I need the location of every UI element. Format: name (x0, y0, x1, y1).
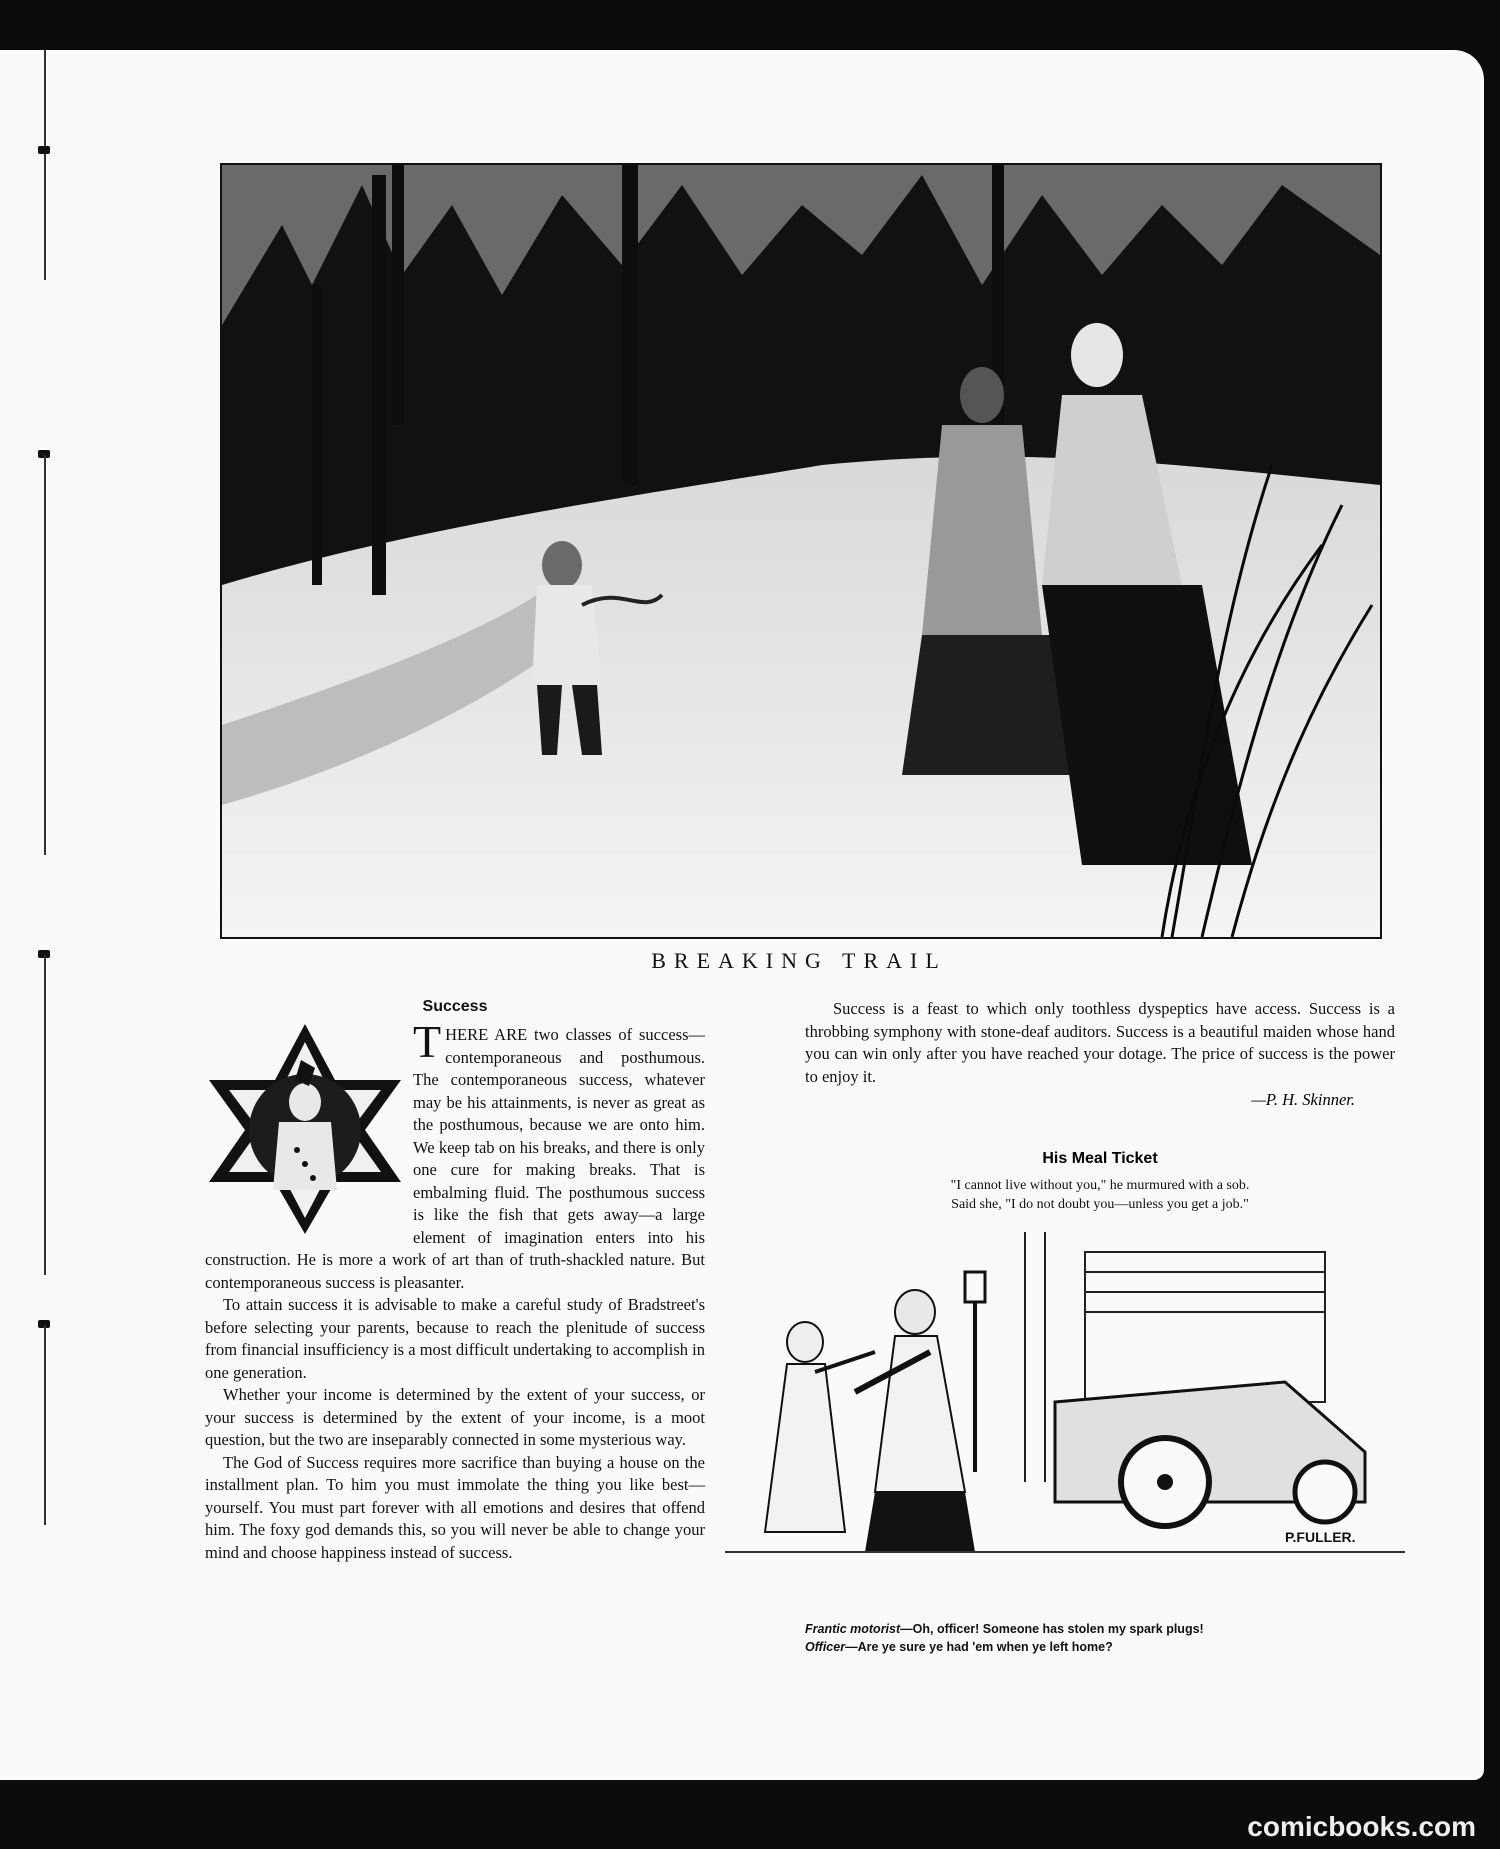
dialog-text: —Are ye sure ye had 'em when ye left home? (845, 1640, 1113, 1654)
meal-ticket-title: His Meal Ticket (1042, 1150, 1158, 1167)
drop-cap: T (413, 1016, 442, 1067)
illustration-caption: BREAKING TRAIL (651, 948, 947, 973)
article-paragraph: HERE ARE two classes of success—contemporaneous and posthumous. The contemporaneous success, whatever may be his attainments, is never as great as the posthumous, because we are onto him. We keep tab on his breaks, and there is only one cure for making breaks. That is embalming fluid. The posthumous success is like the fish that gets away—a large element of imagination enters into his construction. He is more a work of art than of truth-shackled nature. But contemporaneous success is pleasanter. (205, 1025, 705, 1292)
star-emblem-icon (205, 1020, 405, 1238)
article-continuation: Success is a feast to which only toothless dyspeptics have access. Success is a throbbing symphony with stone-deaf auditors. Success is a beautiful maiden whose hand you can win only after you have reached your dotage. The price of success is the power to enjoy it. (805, 999, 1395, 1086)
article-title: Success (422, 998, 488, 1015)
binding-knot (38, 146, 50, 154)
verse-line: "I cannot live without you," he murmured with a sob. (950, 1178, 1250, 1193)
cartoon-signature: P.FULLER. (1285, 1529, 1356, 1545)
article-paragraph: The God of Success requires more sacrifice than buying a house on the installment plan. To him you must immolate the thing you like best—yourself. You must part forever with all emotions and desires that offend him. The foxy god demands this, so you will never be able to change your mind and choose happiness instead of success. (205, 1452, 705, 1562)
site-watermark: comicbooks.com (1247, 1811, 1476, 1842)
motorist-cartoon (725, 1232, 1405, 1592)
article-paragraph: To attain success it is advisable to make a careful study of Bradstreet's before selecting your parents, because to reach the plenitude of success from financial insufficiency is a most difficult undertaking to accomplish in one generation. (205, 1295, 705, 1382)
meal-ticket-verse (805, 1176, 1395, 1214)
verse-line: Said she, "I do not doubt you—unless you get a job." (951, 1197, 1249, 1212)
article-body (205, 1016, 705, 1564)
article-paragraph: Whether your income is determined by the extent of your success, or your success is determined by the extent of your income, is a moot question, but the two are inseparably connected in some mysterious way. (205, 1385, 705, 1449)
dialog-speaker: Officer (805, 1640, 846, 1654)
right-column (805, 998, 1395, 1656)
success-article (205, 998, 705, 1564)
dialog-line (805, 1638, 1395, 1656)
dialog-line (805, 1620, 1395, 1638)
cartoon-dialog (805, 1620, 1395, 1656)
magazine-page (0, 50, 1484, 1780)
dialog-speaker: Frantic motorist (805, 1622, 901, 1636)
breaking-trail-illustration (220, 163, 1382, 939)
binding-thread (44, 1325, 46, 1525)
binding-thread (44, 50, 46, 280)
dialog-text: —Oh, officer! Someone has stolen my spark plugs! (900, 1622, 1204, 1636)
binding-thread (44, 955, 46, 1275)
article-attribution: —P. H. Skinner. (1251, 1090, 1355, 1109)
binding-thread (44, 455, 46, 855)
